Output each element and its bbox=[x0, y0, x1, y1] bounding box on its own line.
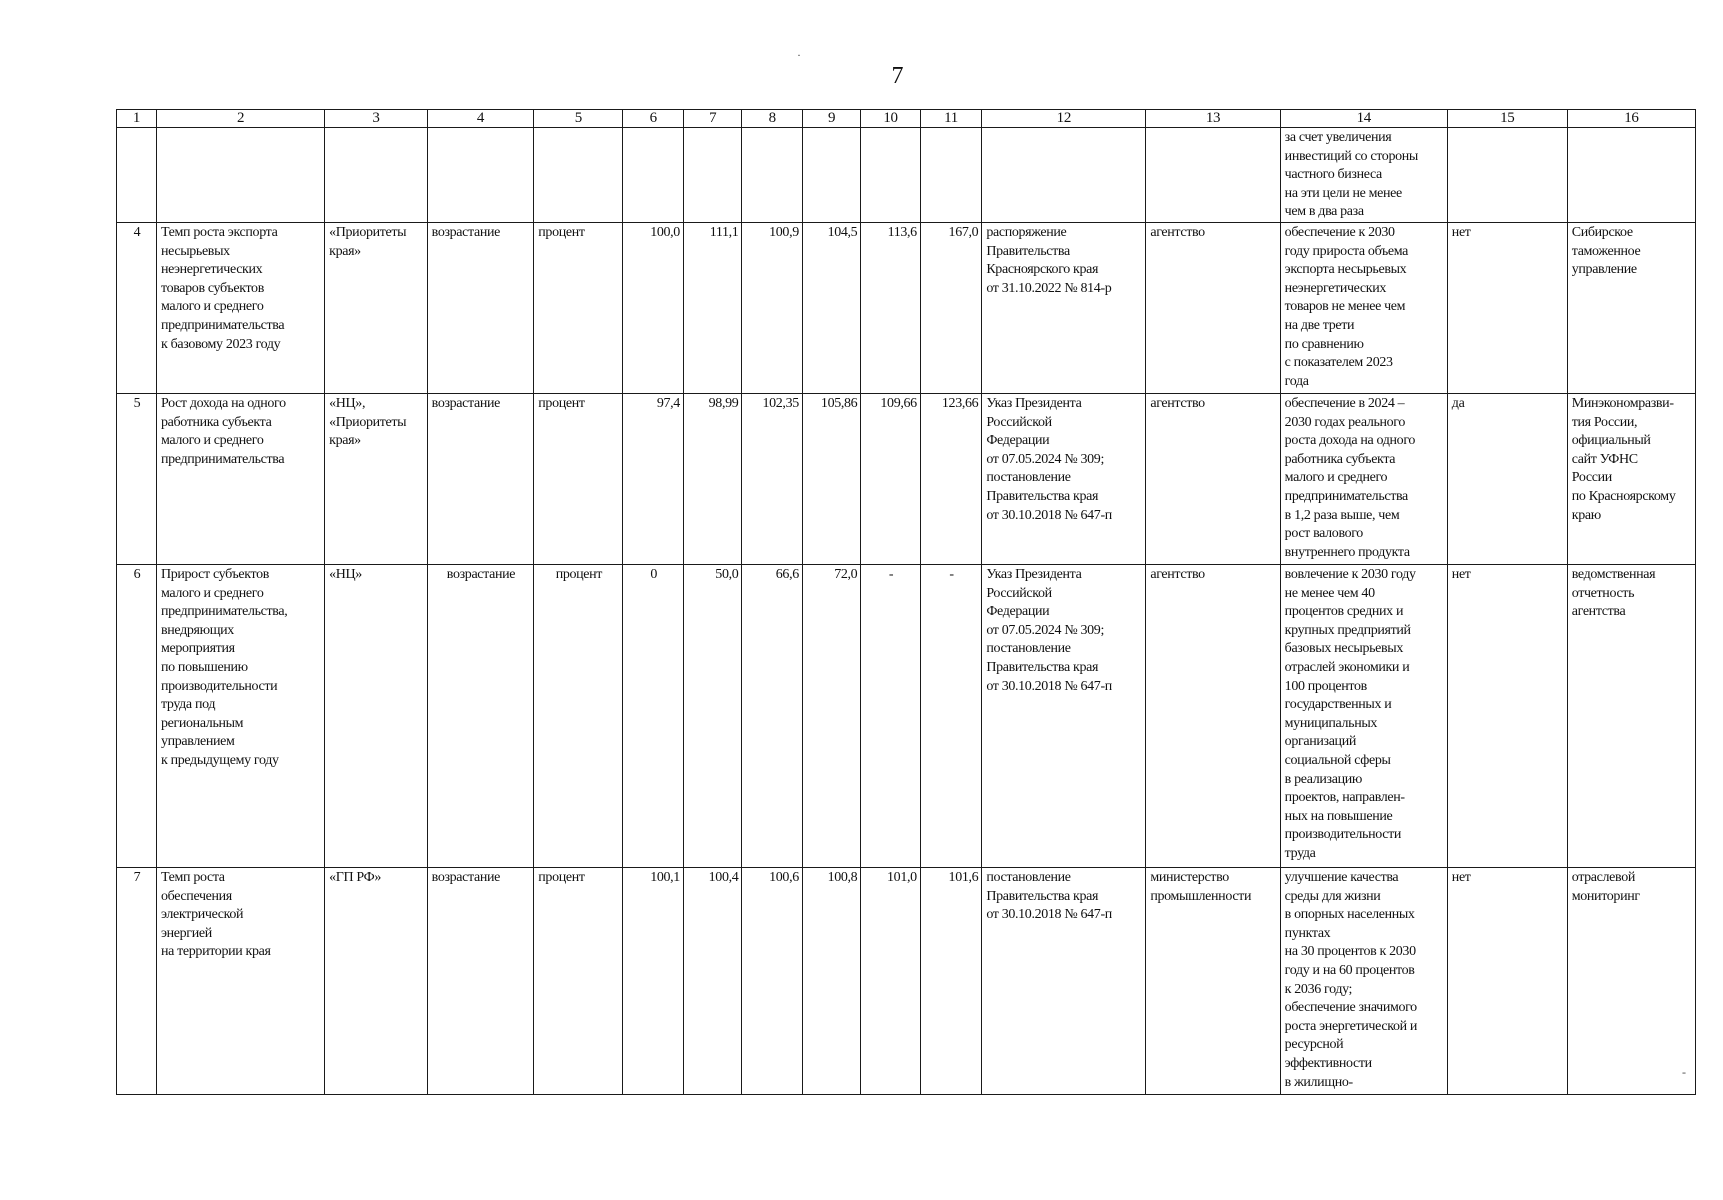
column-header-12: 12 bbox=[982, 110, 1146, 128]
unit-cell: процент bbox=[534, 393, 623, 564]
flag-cell: нет bbox=[1447, 564, 1567, 867]
flag-cell: нет bbox=[1447, 222, 1567, 393]
unit-cell: процент bbox=[534, 564, 623, 867]
column-header-1: 1 bbox=[117, 110, 157, 128]
value-col9: 105,86 bbox=[802, 393, 860, 564]
trend-cell: возрастание bbox=[427, 222, 534, 393]
value-col6: 100,1 bbox=[623, 867, 683, 1094]
column-header-8: 8 bbox=[742, 110, 802, 128]
info-source-cell: отраслевой мониторинг bbox=[1567, 867, 1695, 1094]
table-row bbox=[117, 867, 1696, 1094]
column-header-14: 14 bbox=[1280, 110, 1447, 128]
value-col10: - bbox=[861, 564, 920, 867]
value-col10: 101,0 bbox=[861, 867, 920, 1094]
value-col6: 100,0 bbox=[623, 222, 683, 393]
page-number: 7 bbox=[891, 63, 904, 89]
goal-cell: вовлечение к 2030 году не менее чем 40 процентов средних и крупных предприятий базовых несырьевых отраслей экономики и 100 процентов государственных и муниципальных организаций социальной сферы в реализацию проектов, направлен- ных на повышение производительности труда bbox=[1280, 564, 1447, 867]
value-col7: 111,1 bbox=[683, 222, 741, 393]
goal-cell: улучшение качества среды для жизни в опорных населенных пунктах на 30 процентов к 2030 году и на 60 процентов к 2036 году; обеспечение значимого роста энергетической и ресурсной эффективности в жилищно- bbox=[1280, 867, 1447, 1094]
value-col11: - bbox=[920, 564, 982, 867]
unit-cell: процент bbox=[534, 222, 623, 393]
info-source-cell: Минэкономразви- тия России, официальный сайт УФНС России по Красноярскому краю bbox=[1567, 393, 1695, 564]
value-col8: 100,6 bbox=[742, 867, 802, 1094]
column-header-10: 10 bbox=[861, 110, 920, 128]
header-row bbox=[117, 110, 1696, 128]
value-col11: 123,66 bbox=[920, 393, 982, 564]
value-col8: 100,9 bbox=[742, 222, 802, 393]
value-col6: 97,4 bbox=[623, 393, 683, 564]
column-header-16: 16 bbox=[1567, 110, 1695, 128]
source-cell: «ГП РФ» bbox=[325, 867, 428, 1094]
value-col10: 109,66 bbox=[861, 393, 920, 564]
legal-basis-cell: распоряжение Правительства Красноярского края от 31.10.2022 № 814-р bbox=[982, 222, 1146, 393]
legal-basis-cell: постановление Правительства края от 30.10.2018 № 647-п bbox=[982, 867, 1146, 1094]
goal-cell: обеспечение к 2030 году прироста объема экспорта несырьевых неэнергетических товаров не менее чем на две трети по сравнению с показателем 2023 года bbox=[1280, 222, 1447, 393]
continuation-row bbox=[117, 128, 1696, 223]
value-col11: 101,6 bbox=[920, 867, 982, 1094]
value-col7: 98,99 bbox=[683, 393, 741, 564]
source-cell: «Приоритеты края» bbox=[325, 222, 428, 393]
trend-cell: возрастание bbox=[427, 867, 534, 1094]
column-header-11: 11 bbox=[920, 110, 982, 128]
indicator-name: Прирост субъектов малого и среднего предпринимательства, внедряющих мероприятия по повышению производительности труда под региональным управлением к предыдущему году bbox=[156, 564, 324, 867]
legal-basis-cell: Указ Президента Российской Федерации от 07.05.2024 № 309; постановление Правительства края от 30.10.2018 № 647-п bbox=[982, 564, 1146, 867]
table-row bbox=[117, 564, 1696, 867]
continuation-goal-cell: за счет увеличения инвестиций со стороны частного бизнеса на эти цели не менее чем в два раза bbox=[1280, 128, 1447, 223]
value-col7: 100,4 bbox=[683, 867, 741, 1094]
row-number: 4 bbox=[117, 222, 157, 393]
value-col9: 104,5 bbox=[802, 222, 860, 393]
responsible-cell: агентство bbox=[1146, 393, 1280, 564]
row-number: 7 bbox=[117, 867, 157, 1094]
scan-speck: · bbox=[797, 48, 801, 62]
row-number: 6 bbox=[117, 564, 157, 867]
value-col10: 113,6 bbox=[861, 222, 920, 393]
column-header-15: 15 bbox=[1447, 110, 1567, 128]
column-header-6: 6 bbox=[623, 110, 683, 128]
column-header-2: 2 bbox=[156, 110, 324, 128]
value-col9: 72,0 bbox=[802, 564, 860, 867]
responsible-cell: агентство bbox=[1146, 222, 1280, 393]
row-number: 5 bbox=[117, 393, 157, 564]
responsible-cell: министерство промышленности bbox=[1146, 867, 1280, 1094]
legal-basis-cell: Указ Президента Российской Федерации от 07.05.2024 № 309; постановление Правительства края от 30.10.2018 № 647-п bbox=[982, 393, 1146, 564]
indicator-name: Рост дохода на одного работника субъекта малого и среднего предпринимательства bbox=[156, 393, 324, 564]
info-source-cell: ведомственная отчетность агентства bbox=[1567, 564, 1695, 867]
goal-cell: обеспечение в 2024 – 2030 годах реального роста дохода на одного работника субъекта малого и среднего предпринимательства в 1,2 раза выше, чем рост валового внутреннего продукта bbox=[1280, 393, 1447, 564]
trend-cell: возрастание bbox=[427, 564, 534, 867]
value-col6: 0 bbox=[623, 564, 683, 867]
column-header-13: 13 bbox=[1146, 110, 1280, 128]
flag-cell: нет bbox=[1447, 867, 1567, 1094]
source-cell: «НЦ», «Приоритеты края» bbox=[325, 393, 428, 564]
value-col8: 102,35 bbox=[742, 393, 802, 564]
value-col8: 66,6 bbox=[742, 564, 802, 867]
table-row bbox=[117, 222, 1696, 393]
trend-cell: возрастание bbox=[427, 393, 534, 564]
value-col9: 100,8 bbox=[802, 867, 860, 1094]
column-header-5: 5 bbox=[534, 110, 623, 128]
column-header-4: 4 bbox=[427, 110, 534, 128]
column-header-7: 7 bbox=[683, 110, 741, 128]
unit-cell: процент bbox=[534, 867, 623, 1094]
indicator-name: Темп роста экспорта несырьевых неэнергетических товаров субъектов малого и среднего предпринимательства к базовому 2023 году bbox=[156, 222, 324, 393]
info-source-cell: Сибирское таможенное управление bbox=[1567, 222, 1695, 393]
value-col11: 167,0 bbox=[920, 222, 982, 393]
column-header-3: 3 bbox=[325, 110, 428, 128]
flag-cell: да bbox=[1447, 393, 1567, 564]
indicators-table bbox=[116, 109, 1696, 1095]
responsible-cell: агентство bbox=[1146, 564, 1280, 867]
indicator-name: Темп роста обеспечения электрической энергией на территории края bbox=[156, 867, 324, 1094]
source-cell: «НЦ» bbox=[325, 564, 428, 867]
scan-speck: - bbox=[1682, 1065, 1686, 1079]
table-row bbox=[117, 393, 1696, 564]
column-header-9: 9 bbox=[802, 110, 860, 128]
value-col7: 50,0 bbox=[683, 564, 741, 867]
